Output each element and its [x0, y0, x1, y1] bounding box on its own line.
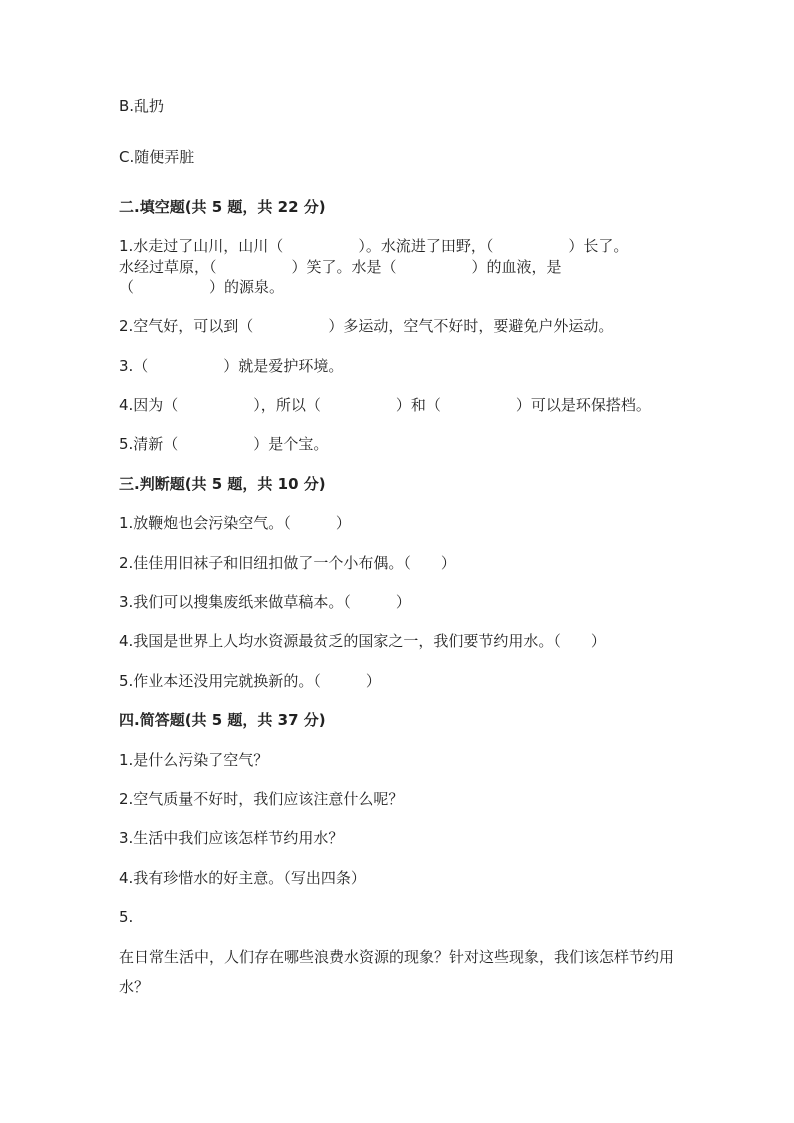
answer-question-5-text: 在日常生活中，人们存在哪些浪费水资源的现象？针对这些现象，我们该怎样节约用水？: [119, 948, 675, 996]
fill-question-1-line-2: 水经过草原，（ ）笑了。水是（ ）的血液，是: [119, 258, 562, 276]
answer-question-2: 2.空气质量不好时，我们应该注意什么呢？: [119, 790, 404, 808]
judge-question-4: 4.我国是世界上人均水资源最贫乏的国家之一，我们要节约用水。（ ）: [119, 632, 606, 650]
section-heading-fill-blank: 二.填空题(共 5 题，共 22 分): [119, 198, 326, 216]
answer-question-3: 3.生活中我们应该怎样节约用水？: [119, 829, 344, 847]
fill-question-5: 5.清新（ ）是个宝。: [119, 435, 329, 453]
fill-question-1-line-1: 1.水走过了山川，山川（ ）。水流进了田野，（ ）长了。: [119, 237, 629, 255]
judge-question-1: 1.放鞭炮也会污染空气。（ ）: [119, 514, 351, 532]
section-heading-short-answer: 四.简答题(共 5 题，共 37 分): [119, 711, 326, 729]
answer-question-1: 1.是什么污染了空气？: [119, 751, 269, 769]
judge-question-3: 3.我们可以搜集废纸来做草稿本。（ ）: [119, 593, 411, 611]
option-b: B.乱扔: [119, 97, 165, 115]
judge-question-5: 5.作业本还没用完就换新的。（ ）: [119, 672, 381, 690]
fill-question-2: 2.空气好，可以到（ ）多运动，空气不好时，要避免户外运动。: [119, 317, 614, 335]
fill-question-3: 3.（ ）就是爱护环境。: [119, 357, 344, 375]
answer-question-4: 4.我有珍惜水的好主意。（写出四条）: [119, 869, 366, 887]
option-c: C.随便弄脏: [119, 148, 195, 166]
fill-question-4: 4.因为（ ），所以（ ）和（ ）可以是环保搭档。: [119, 396, 651, 414]
answer-question-5-number: 5.: [119, 908, 134, 926]
fill-question-1-line-3: （ ）的源泉。: [119, 278, 285, 296]
judge-question-2: 2.佳佳用旧袜子和旧纽扣做了一个小布偶。（ ）: [119, 554, 456, 572]
section-heading-true-false: 三.判断题(共 5 题，共 10 分): [119, 475, 326, 493]
